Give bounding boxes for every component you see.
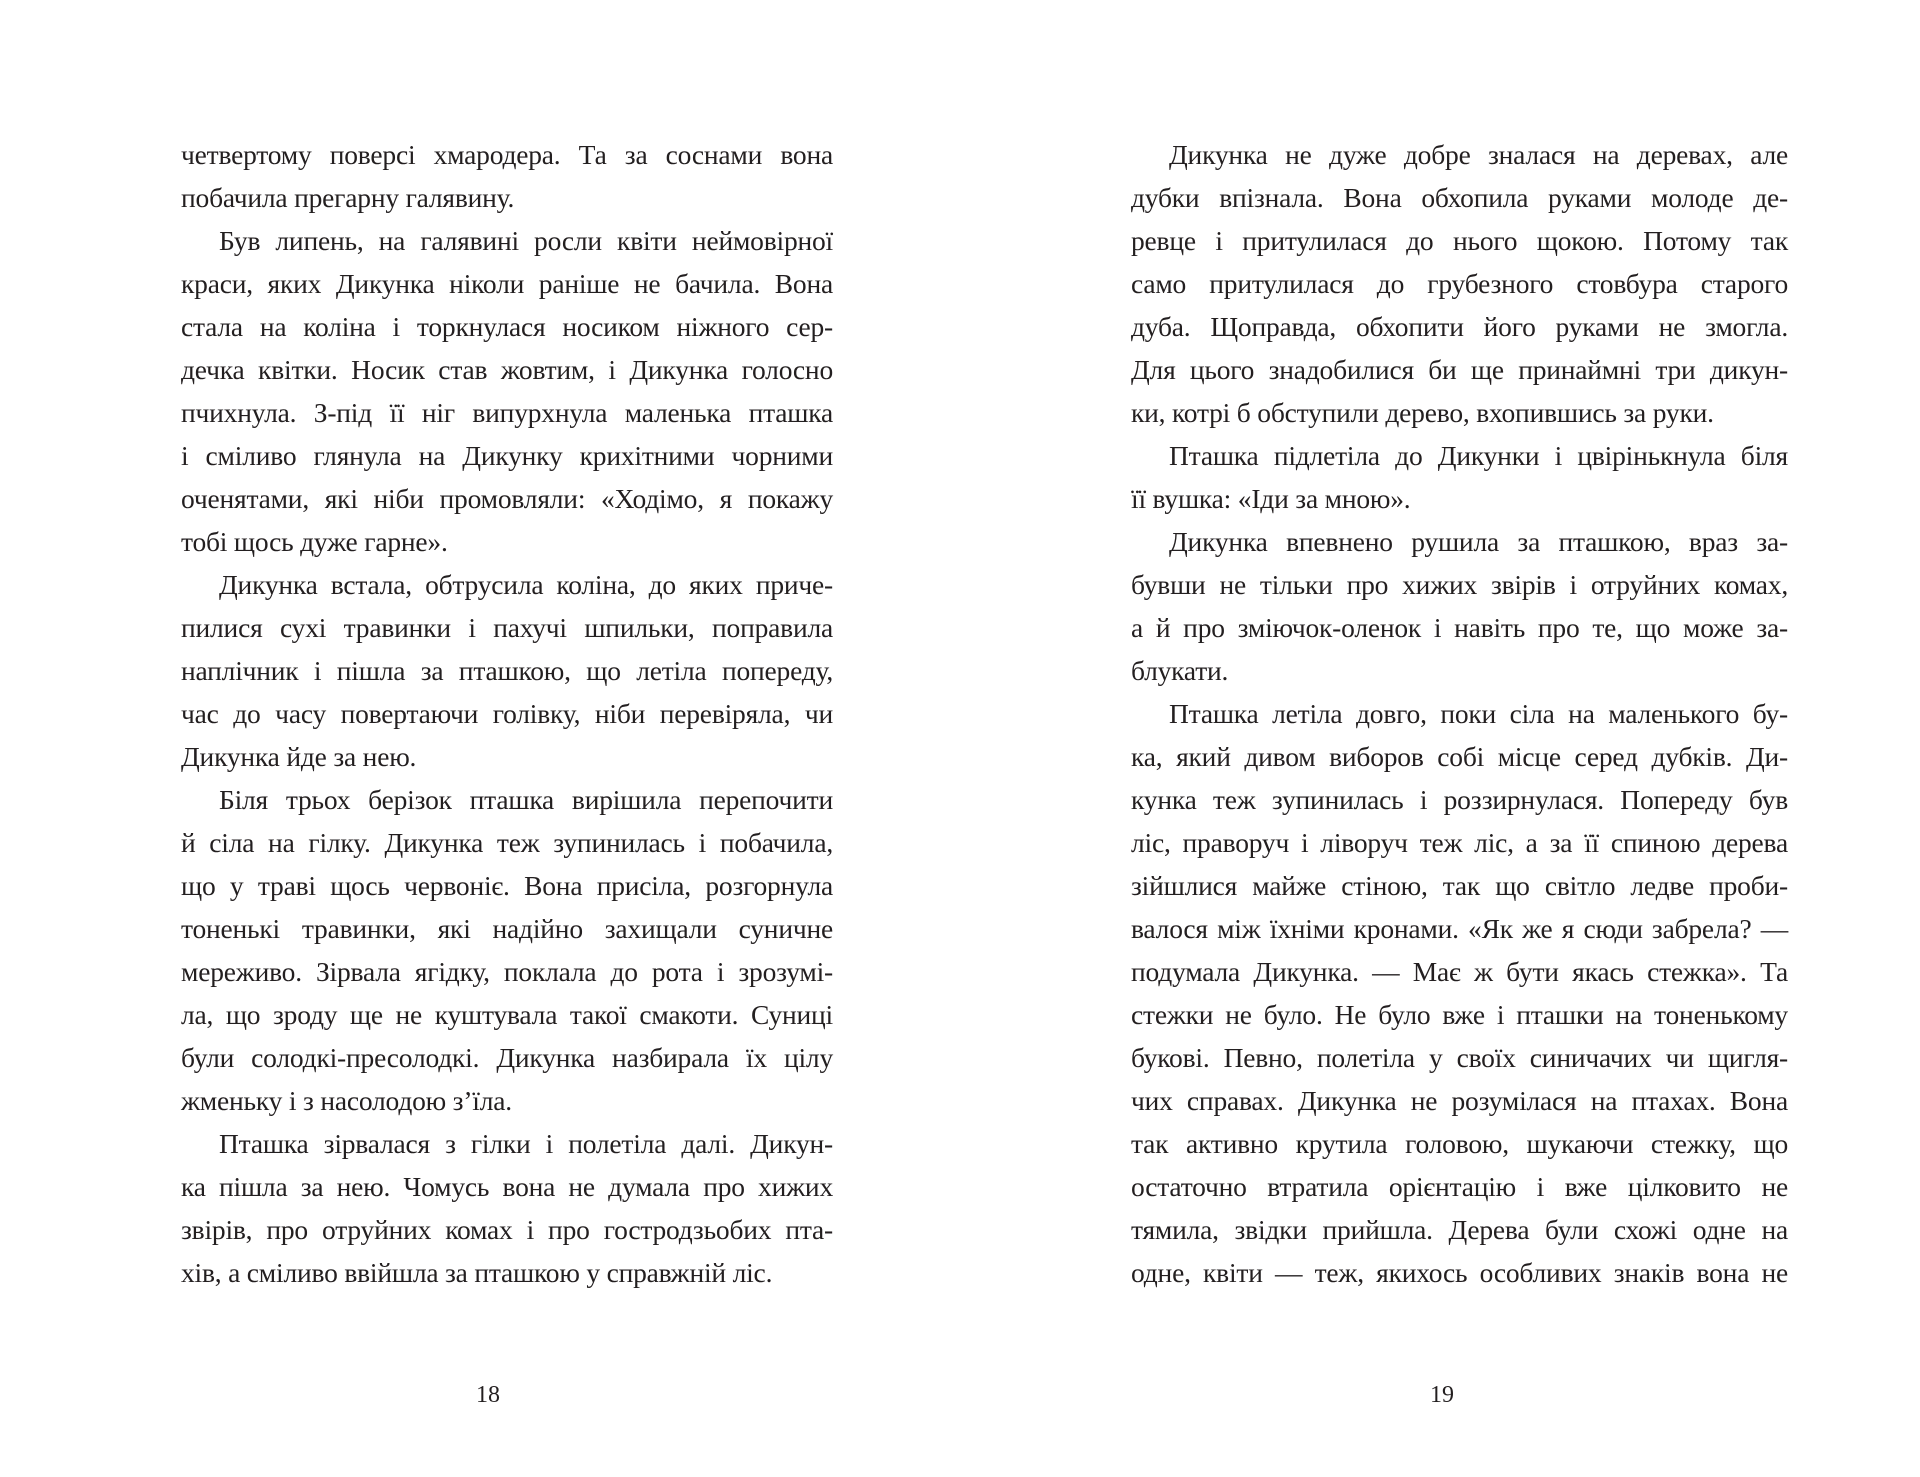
paragraph bbox=[1093, 692, 1788, 1294]
text-line: Пташка летіла довго, поки сіла на маленького бу- bbox=[1169, 698, 1788, 729]
text-line: Дикунка йде за нею. bbox=[181, 741, 417, 772]
paragraph bbox=[143, 219, 833, 563]
paragraph bbox=[1093, 434, 1788, 520]
text-line: валося між їхніми кронами. «Як же я сюди забрела? — bbox=[1131, 913, 1788, 944]
text-line: тямила, звідки прийшла. Дерева були схожі одне на bbox=[1131, 1214, 1788, 1245]
text-line: жменьку і з насолодою з’їла. bbox=[181, 1085, 512, 1116]
right-page bbox=[960, 0, 1920, 1477]
text-line: дечка квітки. Носик став жовтим, і Дикунка голосно bbox=[181, 354, 833, 385]
text-line: час до часу повертаючи голівку, ніби перевіряла, чи bbox=[181, 698, 833, 729]
text-line: хів, а сміливо ввійшла за пташкою у справжній ліс. bbox=[181, 1257, 773, 1288]
text-line: і сміливо глянула на Дикунку крихітними чорними bbox=[181, 440, 833, 471]
text-line: ліс, праворуч і ліворуч теж ліс, а за її спиною дерева bbox=[1131, 827, 1788, 858]
paragraph bbox=[143, 133, 833, 219]
text-line: ка пішла за нею. Чомусь вона не думала про хижих bbox=[181, 1171, 833, 1202]
text-line: бувши не тільки про хижих звірів і отруйних комах, bbox=[1131, 569, 1788, 600]
text-line: чих справах. Дикунка не розумілася на птахах. Вона bbox=[1131, 1085, 1788, 1116]
text-line: тоненькі травинки, які надійно захищали суничне bbox=[181, 913, 833, 944]
paragraph bbox=[1093, 520, 1788, 692]
text-line: звірів, про отруйних комах і про гостродзьобих пта- bbox=[181, 1214, 833, 1245]
text-line: зійшлися майже стіною, так що світло ледве проби- bbox=[1131, 870, 1788, 901]
text-line: наплічник і пішла за пташкою, що летіла попереду, bbox=[181, 655, 833, 686]
text-line: й сіла на гілку. Дикунка теж зупинилась і побачила, bbox=[181, 827, 833, 858]
text-line: букові. Певно, полетіла у своїх синичачих чи щигля- bbox=[1131, 1042, 1788, 1073]
text-line: ка, який дивом виборов собі місце серед дубків. Ди- bbox=[1131, 741, 1788, 772]
text-line: дуба. Щоправда, обхопити його руками не змогла. bbox=[1131, 311, 1788, 342]
text-line: оченятами, які ніби промовляли: «Ходімо, я покажу bbox=[181, 483, 833, 514]
text-line: були солодкі-пресолодкі. Дикунка назбирала їх цілу bbox=[181, 1042, 833, 1073]
text-line: ла, що зроду ще не куштувала такої смакоти. Суниці bbox=[181, 999, 833, 1030]
paragraph bbox=[1093, 133, 1788, 434]
left-page-text bbox=[143, 133, 833, 1294]
text-line: Пташка зірвалася з гілки і полетіла далі. Дикун- bbox=[219, 1128, 833, 1159]
text-line: краси, яких Дикунка ніколи раніше не бачила. Вона bbox=[181, 268, 833, 299]
text-line: одне, квіти — теж, якихось особливих знаків вона не bbox=[1131, 1257, 1788, 1288]
text-line: Був липень, на галявині росли квіти неймовірної bbox=[219, 225, 833, 256]
text-line: само притулилася до грубезного стовбура старого bbox=[1131, 268, 1788, 299]
page-number-left: 18 bbox=[476, 1382, 500, 1408]
text-line: дубки впізнала. Вона обхопила руками молоде де- bbox=[1131, 182, 1788, 213]
text-line: а й про зміючок-оленок і навіть про те, що може за- bbox=[1131, 612, 1788, 643]
right-page-text bbox=[1093, 133, 1788, 1294]
text-line: її вушка: «Іди за мною». bbox=[1131, 483, 1411, 514]
text-line: побачила прегарну галявину. bbox=[181, 182, 515, 213]
text-line: стала на коліна і торкнулася носиком ніжного сер- bbox=[181, 311, 833, 342]
paragraph bbox=[143, 778, 833, 1122]
text-line: пчихнула. З-під її ніг випурхнула маленька пташка bbox=[181, 397, 833, 428]
text-line: пилися сухі травинки і пахучі шпильки, поправила bbox=[181, 612, 833, 643]
text-line: Біля трьох берізок пташка вирішила перепочити bbox=[219, 784, 833, 815]
text-line: кунка теж зупинилась і роззирнулася. Попереду був bbox=[1131, 784, 1788, 815]
text-line: що у траві щось червоніє. Вона присіла, розгорнула bbox=[181, 870, 833, 901]
text-line: остаточно втратила орієнтацію і вже цілковито не bbox=[1131, 1171, 1788, 1202]
text-line: тобі щось дуже гарне». bbox=[181, 526, 448, 557]
text-line: ревце і притулилася до нього щокою. Потому так bbox=[1131, 225, 1788, 256]
text-line: мереживо. Зірвала ягідку, поклала до рота і зрозумі- bbox=[181, 956, 833, 987]
text-line: Дикунка впевнено рушила за пташкою, враз за- bbox=[1169, 526, 1788, 557]
text-line: Для цього знадобилися би ще принаймні три дикун- bbox=[1131, 354, 1788, 385]
text-line: Дикунка встала, обтрусила коліна, до яких приче- bbox=[219, 569, 833, 600]
page-number-right: 19 bbox=[1430, 1382, 1454, 1408]
text-line: Дикунка не дуже добре зналася на деревах, але bbox=[1169, 139, 1788, 170]
text-line: Пташка підлетіла до Дикунки і цвірінькнула біля bbox=[1169, 440, 1788, 471]
text-line: подумала Дикунка. — Має ж бути якась стежка». Та bbox=[1131, 956, 1788, 987]
text-line: стежки не було. Не було вже і пташки на тоненькому bbox=[1131, 999, 1788, 1030]
text-line: блукати. bbox=[1131, 655, 1229, 686]
text-line: четвертому поверсі хмародера. Та за соснами вона bbox=[181, 139, 833, 170]
text-line: так активно крутила головою, шукаючи стежку, що bbox=[1131, 1128, 1788, 1159]
paragraph bbox=[143, 563, 833, 778]
text-line: ки, котрі б обступили дерево, вхопившись за руки. bbox=[1131, 397, 1714, 428]
paragraph bbox=[143, 1122, 833, 1294]
